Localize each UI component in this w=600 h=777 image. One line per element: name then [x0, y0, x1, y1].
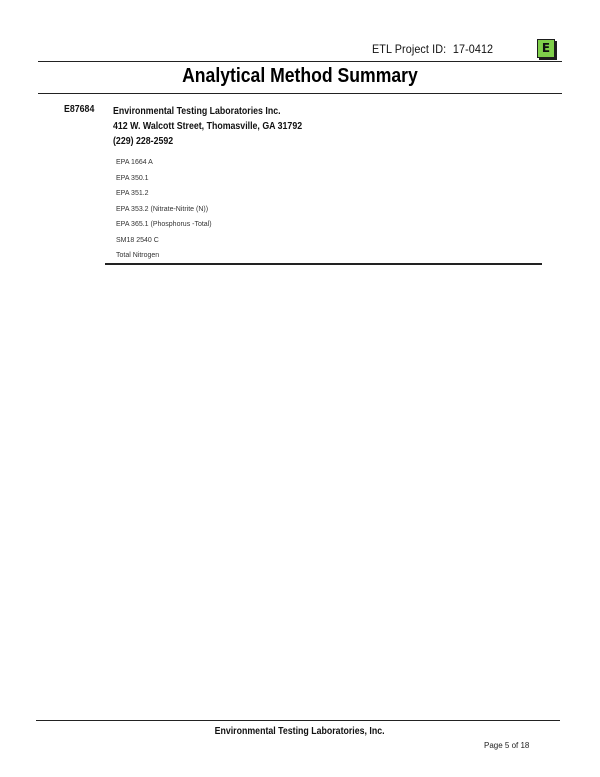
method-item: EPA 351.2: [116, 190, 149, 197]
lab-address: 412 W. Walcott Street, Thomasville, GA 31792: [113, 121, 303, 132]
project-id-value: 17-0412: [452, 42, 494, 56]
lab-info: [113, 104, 302, 149]
method-item: EPA 365.1 (Phosphorus -Total): [116, 221, 212, 228]
method-item: SM18 2540 C: [116, 236, 159, 244]
method-item: EPA 1664 A: [116, 159, 153, 166]
method-item: EPA 350.1: [116, 174, 149, 182]
footer-company: Environmental Testing Laboratories, Inc.: [214, 726, 386, 737]
page-number: Page 5 of 18: [484, 741, 530, 750]
project-id-label: ETL Project ID:: [372, 42, 447, 56]
method-list: [116, 155, 212, 264]
lab-name: Environmental Testing Laboratories Inc.: [113, 106, 281, 117]
header-divider: [38, 61, 562, 62]
method-item: EPA 353.2 (Nitrate-Nitrite (N)): [116, 205, 209, 213]
methods-divider: [105, 263, 542, 265]
lab-id: E87684: [64, 104, 95, 115]
lab-phone: (229) 228-2592: [113, 136, 174, 147]
etl-logo-icon: E: [537, 39, 555, 58]
title-divider: [38, 93, 562, 94]
project-id-header: [372, 42, 493, 56]
page-title: Analytical Method Summary: [182, 65, 418, 87]
footer-divider: [36, 720, 560, 721]
method-item: Total Nitrogen: [116, 252, 160, 259]
